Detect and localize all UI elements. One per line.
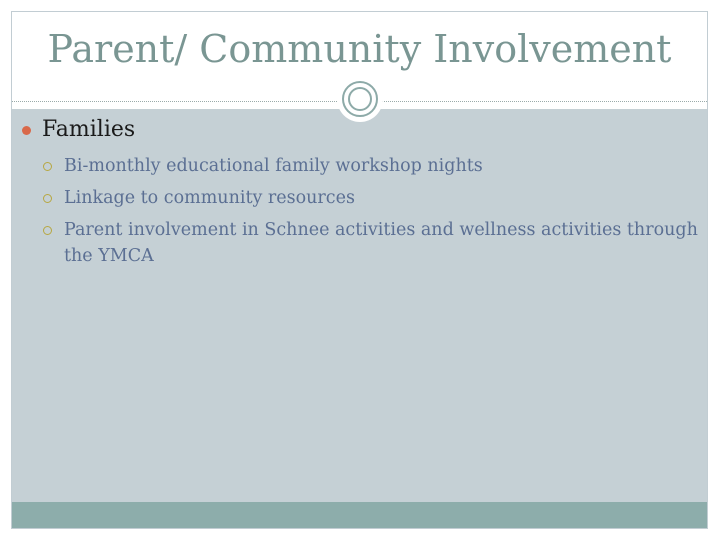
ornament-outer-ring: [342, 81, 378, 117]
ornament-inner-ring: [348, 87, 372, 111]
sub-bullet-text: Linkage to community resources: [64, 188, 355, 208]
footer-bar: [12, 502, 707, 528]
bullet-text: Families: [42, 117, 136, 142]
filled-circle-bullet-icon: [22, 126, 31, 135]
slide-title: Parent/ Community Involvement: [47, 27, 672, 71]
open-circle-bullet-icon: [43, 162, 52, 171]
sub-bullet-text: Bi-monthly educational family workshop nights: [64, 156, 483, 176]
sub-bullet-resources: [22, 185, 700, 211]
sub-bullet-text: Parent involvement in Schnee activities and wellness activities through the YMCA: [64, 220, 698, 266]
open-circle-bullet-icon: [43, 226, 52, 235]
open-circle-bullet-icon: [43, 194, 52, 203]
sub-bullet-workshops: [22, 153, 700, 179]
bullet-families: [22, 115, 700, 145]
sub-bullet-ymca: [22, 217, 700, 269]
bullet-list: [22, 115, 700, 275]
